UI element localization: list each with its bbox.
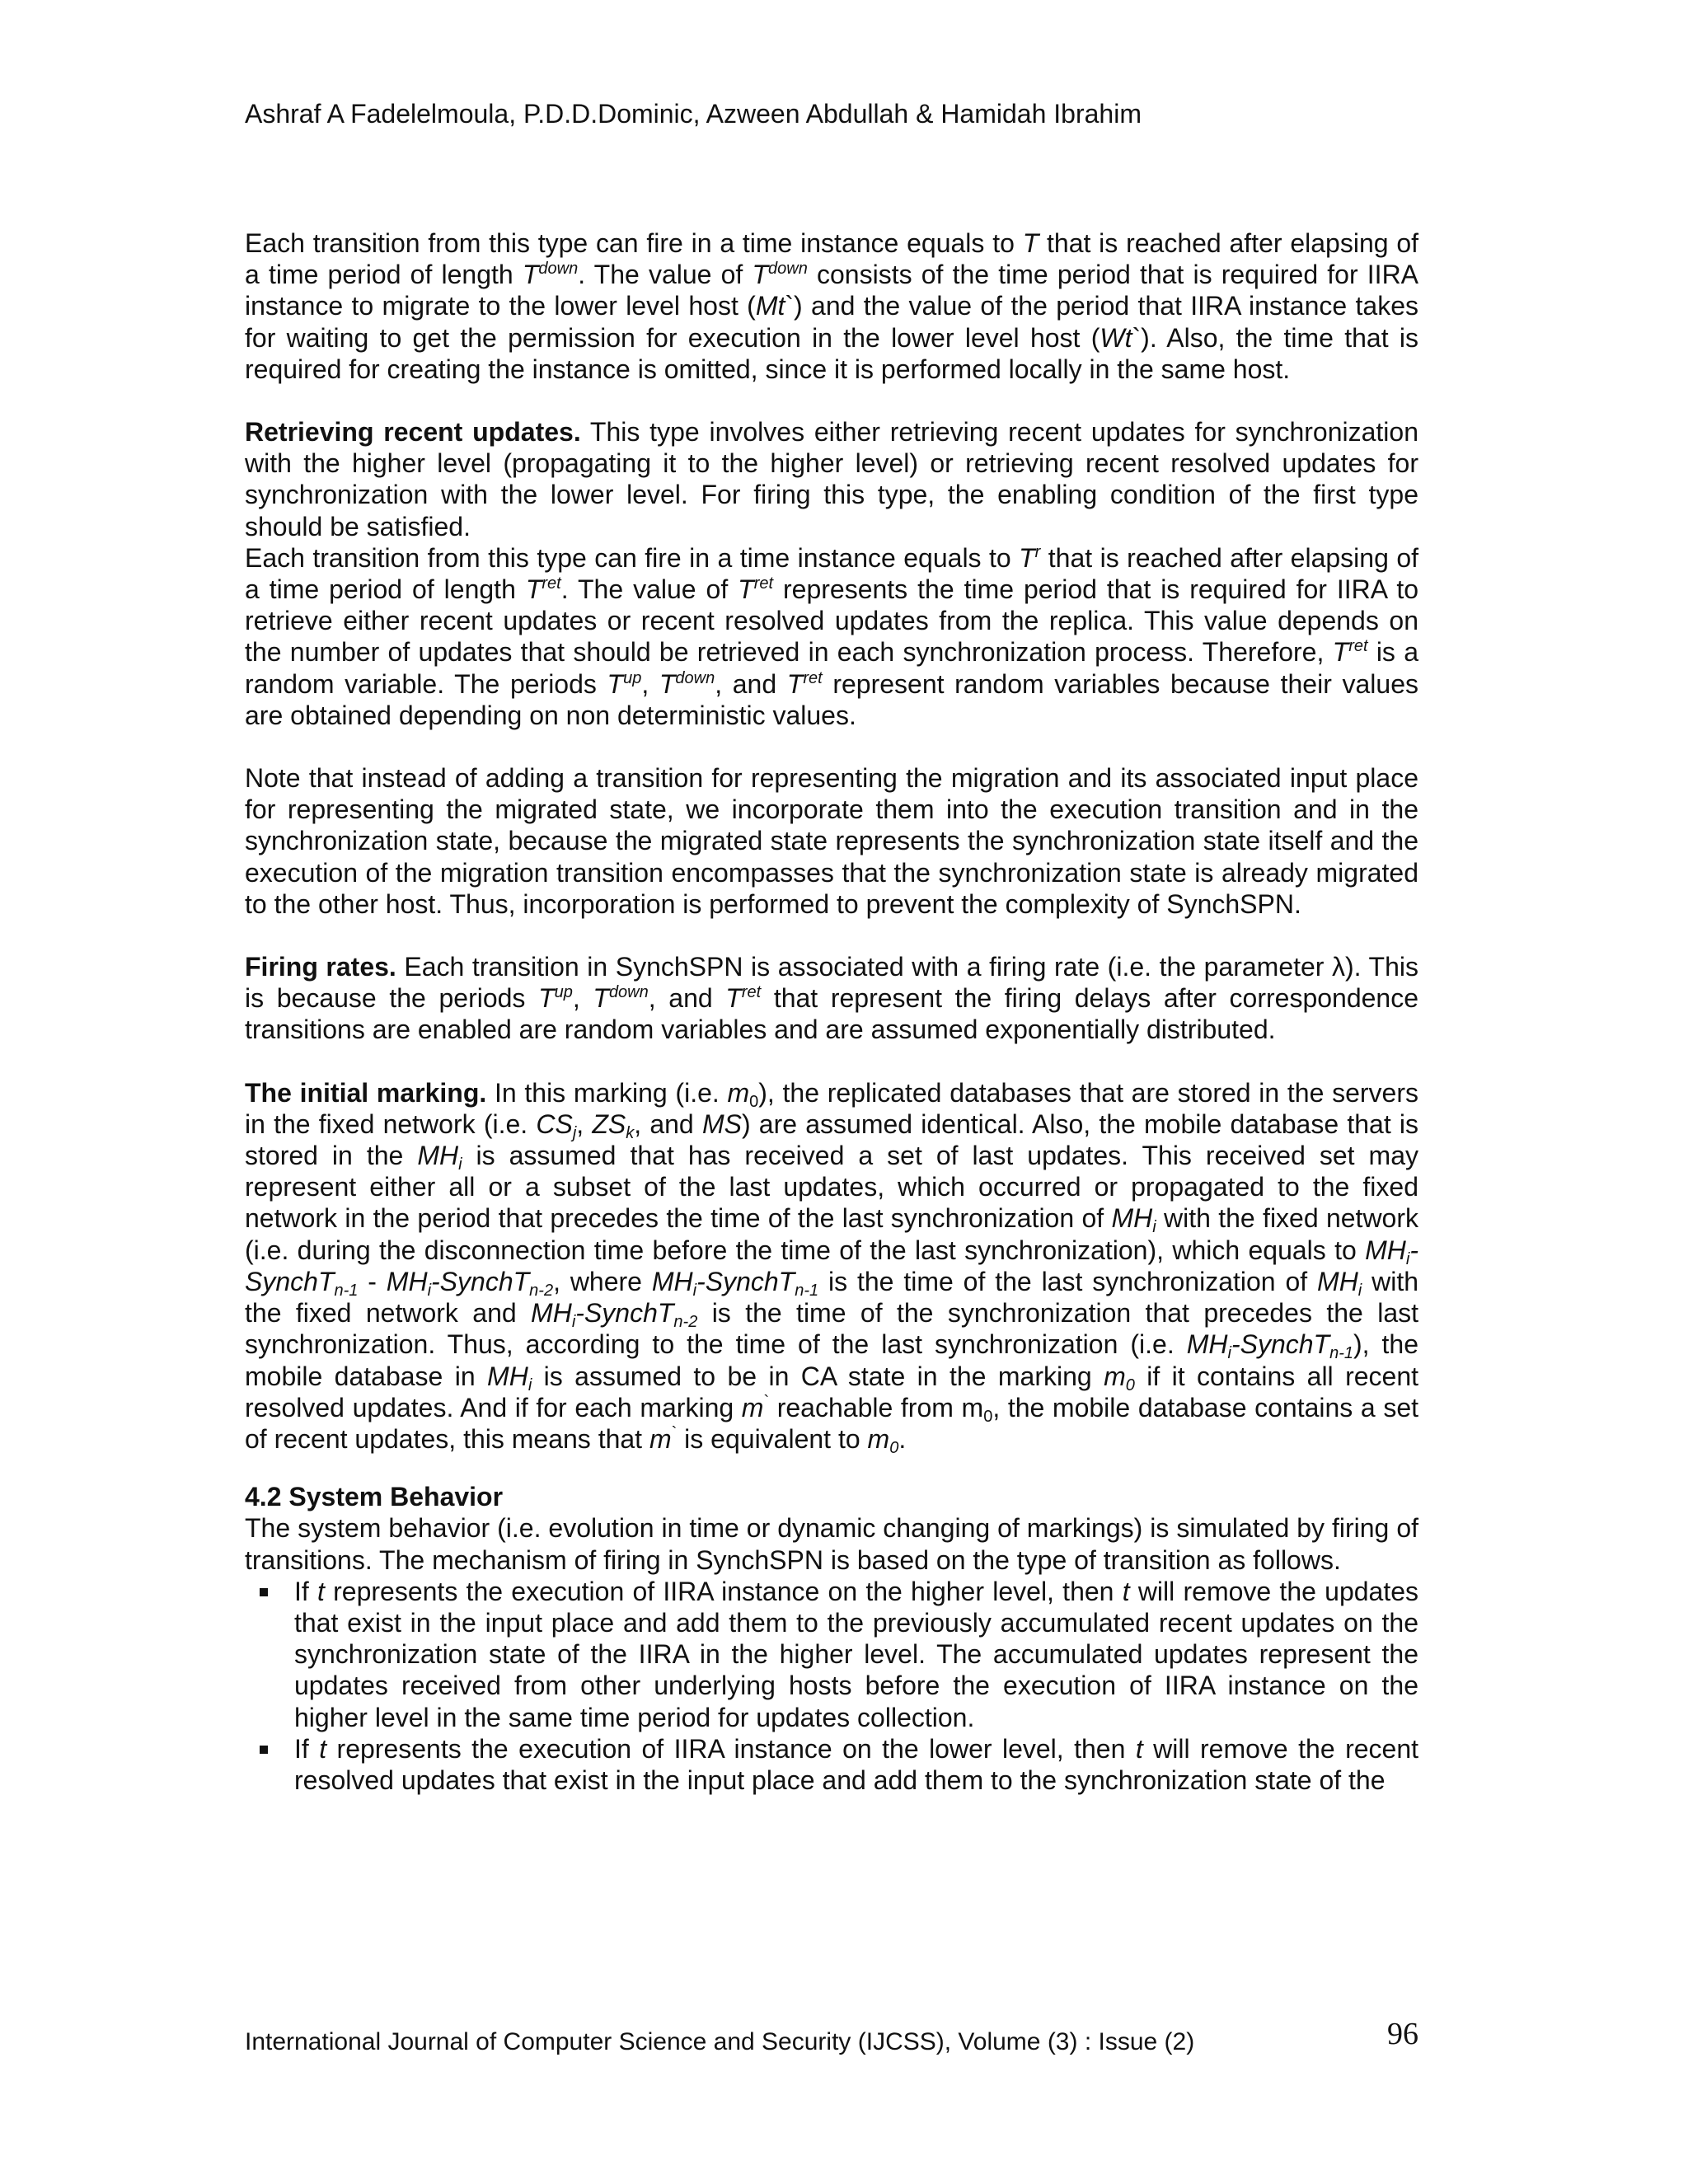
paragraph-type-ret-transition: Each transition from this type can fire in a time instance equals to $T^r$ that is reached after elapsing of a time period of length $T^{ret}$. The value of $T^{ret}$ represents the time period that is required for IIRA to retrieve either recent updates or recent resolved updates from the replica. This value depends on the number of updates that should be retrieved in each synchronization process. Therefore, $T^{ret}$ is a random variable. The periods $T^{up}$, $T^{down}$, and $T^{ret}$ represent random variables because their values are obtained depending on non deterministic values.: [245, 542, 1419, 730]
bullet-list: [245, 1576, 1418, 1796]
bullet-square-icon: [260, 1746, 268, 1754]
paragraph-firing-rates: Firing rates. Each transition in SynchSPN is associated with a firing rate (i.e. the parameter λ). This is because the periods $T^{up}$, $T^{down}$, and $T^{ret}$ that represent the firing delays after correspondence transitions are enabled are random variables and are assumed exponentially distributed.: [245, 952, 1419, 1045]
running-header: Ashraf A Fadelelmoula, P.D.D.Dominic, Azween Abdullah & Hamidah Ibrahim: [245, 99, 1142, 129]
page-number: 96: [1387, 2017, 1418, 2051]
journal-citation: International Journal of Computer Science and Security (IJCSS), Volume (3) : Issue (2): [245, 2028, 1195, 2055]
paragraph-migration-note: Note that instead of adding a transition for representing the migration and its associated input place for representing the migrated state, we incorporate them into the execution transition and in the synchronization state, because the migrated state represents the synchronization state itself and the execution of the migration transition encompasses that the synchronization state is already migrated to the other host. Thus, incorporation is performed to prevent the complexity of SynchSPN.: [245, 763, 1418, 919]
bullet-square-icon: [260, 1588, 268, 1596]
paragraph-type-down-transition: Each transition from this type can fire in a time instance equals to T that is reached after elapsing of a time period of length $T^{down}$. The value of $T^{down}$ consists of the time period that is required for IIRA instance to migrate to the lower level host (Mt`) and the value of the period that IIRA instance takes for waiting to get the permission for execution in the lower level host (Wt`). Also, the time that is required for creating the instance is omitted, since it is performed locally in the same host.: [245, 228, 1419, 384]
heading-retrieving-updates: Retrieving recent updates.: [245, 417, 581, 448]
list-item: If t represents the execution of IIRA instance on the higher level, then t will remove the updates that exist in the input place and add them to the previously accumulated recent updates on the synchronization state of the IIRA in the higher level. The accumulated updates represent the updates received from other underlying hosts before the execution of IIRA instance on the higher level in the same time period for updates collection.: [245, 1576, 1418, 1733]
paragraph-system-behavior: The system behavior (i.e. evolution in time or dynamic changing of markings) is simulated by firing of transitions. The mechanism of firing in SynchSPN is based on the type of transition as follows.: [245, 1513, 1418, 1575]
heading-initial-marking: The initial marking.: [245, 1077, 487, 1108]
section-heading-system-behavior: 4.2 System Behavior: [245, 1482, 504, 1512]
paragraph-retrieving-updates: Retrieving recent updates. This type involves either retrieving recent updates for synchronization with the higher level (propagating it to the higher level) or retrieving recent resolved updates for synchronization with the lower level. For firing this type, the enabling condition of the first type should be satisfied.: [245, 417, 1418, 541]
list-item: If t represents the execution of IIRA instance on the lower level, then t will remove the recent resolved updates that exist in the input place and add them to the synchronization state of the: [245, 1733, 1418, 1796]
paragraph-initial-marking: The initial marking. In this marking (i.e. $m_0$), the replicated databases that are stored in the servers in the fixed network (i.e. $CS_j$, $ZS_k$, and MS) are assumed identical. Also, the mobile database that is stored in the $MH_i$ is assumed that has received a set of last updates. This received set may represent either all or a subset of the last updates, which occurred or propagated to the fixed network in the period that precedes the time of the last synchronization of $MH_i$ with the fixed network (i.e. during the disconnection time before the time of the last synchronization), which equals to $MH_i-SynchT_{n-1}$ - $MH_i-SynchT_{n-2}$, where $MH_i-SynchT_{n-1}$ is the time of the last synchronization of $MH_i$ with the fixed network and $MH_i-SynchT_{n-2}$ is the time of the synchronization that precedes the last synchronization. Thus, according to the time of the last synchronization (i.e. $MH_i-SynchT_{n-1}$), the mobile database in $MH_i$ is assumed to be in CA state in the marking $m_0$ if it contains all recent resolved updates. And if for each marking m` reachable from $m_0$, the mobile database contains a set of recent updates, this means that m` is equivalent to $m_0$.: [245, 1077, 1419, 1457]
heading-firing-rates: Firing rates.: [245, 952, 396, 982]
body-text: [245, 227, 1418, 1796]
